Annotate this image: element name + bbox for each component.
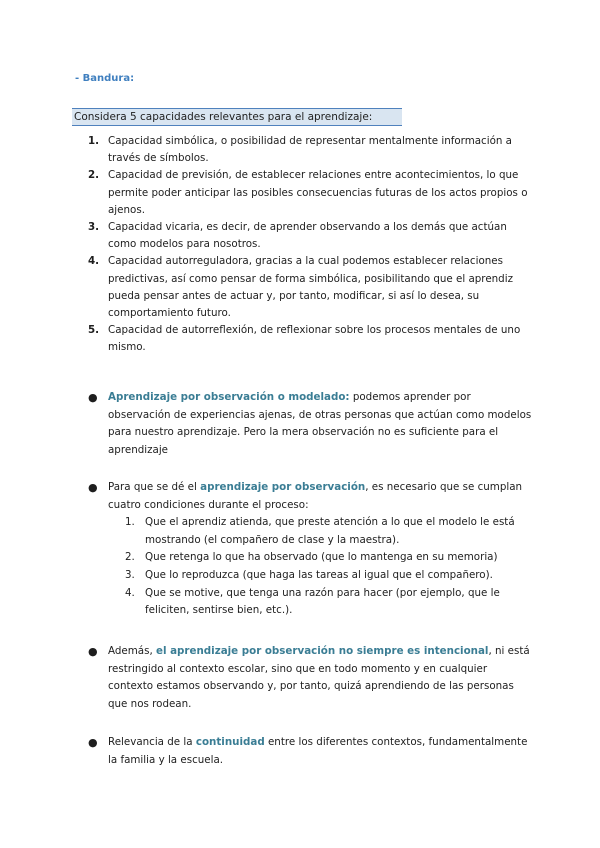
list-item — [125, 585, 533, 620]
accent-term: Aprendizaje por observación o modelado: — [108, 391, 350, 403]
list-number: 1. — [88, 135, 100, 147]
conditions-list — [125, 514, 533, 620]
bullet-text — [108, 643, 533, 713]
list-text: Que retenga lo que ha observado (que lo mantenga en su memoria) — [145, 551, 498, 564]
accent-term: aprendizaje por observación — [200, 481, 366, 493]
bullet-continuidad — [88, 734, 533, 769]
list-item — [125, 567, 533, 585]
list-item — [88, 253, 528, 322]
list-text: Capacidad simbólica, o posibilidad de representar mentalmente información a través de símbolos. — [108, 135, 512, 165]
bullet-pre: Además, — [108, 645, 156, 657]
bullet-pre: Relevancia de la — [108, 736, 196, 748]
list-text: Que se motive, que tenga una razón para hacer (por ejemplo, que le feliciten, sentirse bien, etc.). — [145, 586, 500, 617]
list-text: Capacidad vicaria, es decir, de aprender observando a los demás que actúan como modelos para nosotros. — [108, 221, 507, 251]
accent-term: continuidad — [195, 736, 265, 748]
bullet-text — [108, 734, 533, 769]
bullet-text — [108, 389, 533, 459]
list-item — [125, 549, 533, 567]
list-item — [88, 219, 528, 253]
list-number: 5. — [88, 324, 100, 337]
list-number: 2. — [125, 551, 135, 564]
list-number: 1. — [125, 516, 135, 529]
list-number: 4. — [88, 255, 100, 268]
list-item — [88, 322, 528, 356]
accent-term: el aprendizaje por observación no siempre es intencional — [156, 645, 489, 657]
list-text: Capacidad autorreguladora, gracias a la cual podemos establecer relaciones predictivas, así como pensar de forma simbólica, posibilitando que el aprendiz pueda pensar antes de actuar y, por tanto, modificar, si así lo desea, su comportamiento futuro. — [108, 255, 513, 320]
list-text: Que lo reproduzca (que haga las tareas al igual que el compañero). — [145, 568, 493, 581]
list-item — [125, 514, 533, 549]
intro-highlighted-line: Considera 5 capacidades relevantes para el aprendizaje: — [72, 108, 402, 126]
bullet-dot: ● — [88, 736, 98, 749]
bullet-post: , ni está restringido al contexto escolar, sino que en todo momento y en cualquier contexto estamos observando y, por tanto, quizá aprendiendo de las personas que nos rodean. — [108, 645, 530, 710]
list-text: Que el aprendiz atienda, que preste atención a lo que el modelo le está mostrando (el compañero de clase y la maestra). — [145, 516, 515, 546]
bullet-observacion-modelado — [88, 389, 533, 459]
list-item — [88, 167, 528, 219]
list-number: 3. — [125, 568, 135, 581]
list-number: 2. — [88, 169, 100, 182]
bullet-condiciones — [88, 479, 533, 620]
bullet-post: , es necesario que se cumplan cuatro condiciones durante el proceso: — [108, 481, 523, 511]
list-text: Capacidad de autorreflexión, de reflexionar sobre los procesos mentales de uno mismo. — [108, 324, 521, 354]
list-number: 3. — [88, 221, 100, 234]
bullet-body: podemos aprender por observación de experiencias ajenas, de otras personas que actúan como modelos para nuestro aprendizaje. Pero la mera observación no es suficiente para el aprendizaje — [108, 391, 532, 456]
bullet-dot: ● — [88, 391, 98, 404]
list-text: Capacidad de previsión, de establecer relaciones entre acontecimientos, lo que permite poder anticipar las posibles consecuencias futuras de los actos propios o ajenos. — [108, 169, 528, 216]
list-number: 4. — [125, 586, 135, 599]
bullet-intencional — [88, 643, 533, 713]
bullet-dot: ● — [88, 645, 98, 658]
capacidades-list — [88, 133, 528, 357]
list-item — [88, 133, 528, 167]
bullet-pre: Para que se dé el — [108, 481, 201, 493]
bullet-post: entre los diferentes contextos, fundamentalmente la familia y la escuela. — [108, 736, 528, 766]
section-heading: - Bandura: — [75, 73, 135, 84]
bullet-text — [108, 479, 533, 514]
bullet-dot: ● — [88, 481, 98, 494]
